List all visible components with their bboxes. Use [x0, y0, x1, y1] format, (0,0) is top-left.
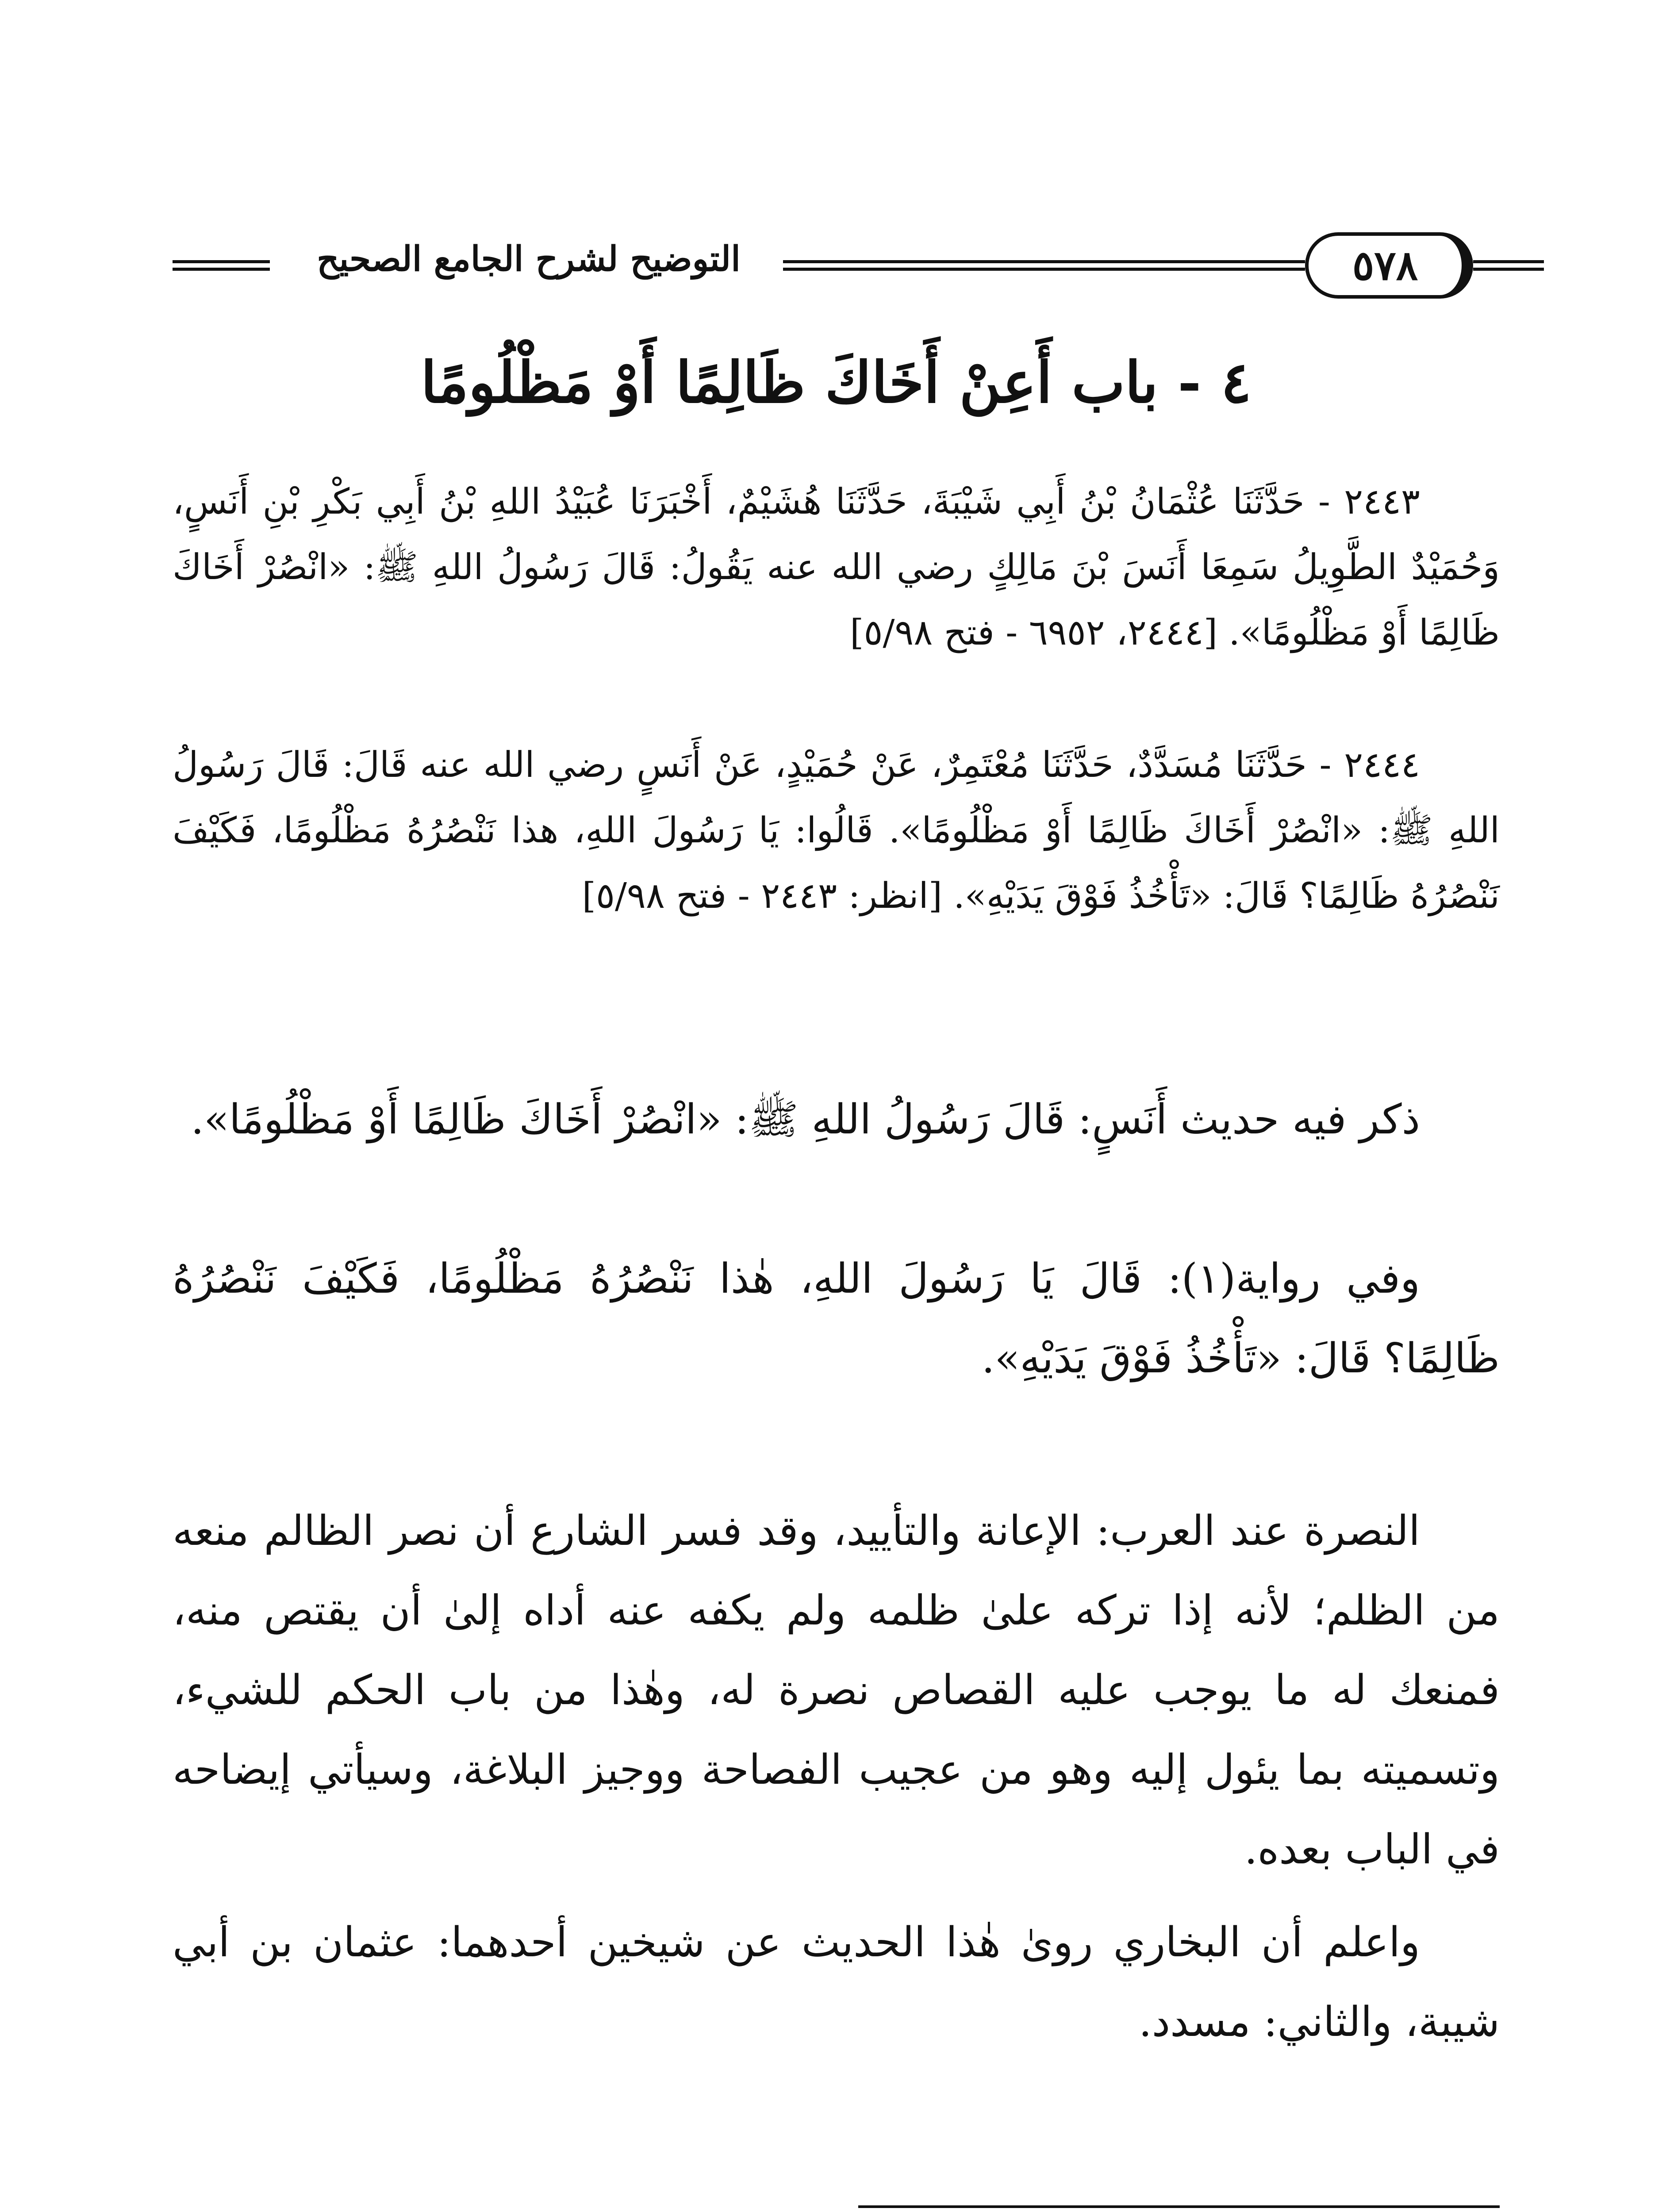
page-number: ٥٧٨	[1305, 232, 1473, 299]
running-title: التوضيح لشرح الجامع الصحيح	[317, 239, 741, 279]
paragraph-text: واعلم أن البخاري روىٰ هٰذا الحديث عن شيخين أحدهما: عثمان بن أبي شيبة، والثاني: مسدد.	[173, 1918, 1500, 2046]
page-header	[173, 221, 1500, 310]
header-rule-middle	[783, 260, 1305, 271]
chapter-title: ٤ - باب أَعِنْ أَخَاكَ ظَالِمًا أَوْ مَظْلُومًا	[421, 349, 1252, 416]
paragraph-text: النصرة عند العرب: الإعانة والتأييد، وقد فسر الشارع أن نصر الظالم منعه من الظلم؛ لأنه إذا تركه علىٰ ظلمه ولم يكفه عنه أداه إلىٰ أن يقتص منه، فمنعك له ما يوجب عليه القصاص نصرة له، وهٰذا من باب الحكم للشيء، وتسميته بما يئول إليه وهو من عجيب الفصاحة ووجيز البلاغة، وسيأتي إيضاحه في الباب بعده.	[173, 1507, 1500, 1873]
header-rule-right	[1473, 260, 1544, 271]
header-rule-left	[173, 260, 270, 271]
commentary-paragraph-3	[173, 1491, 1500, 1889]
hadith-2443	[173, 469, 1500, 665]
footnote-divider	[858, 2205, 1500, 2208]
hadith-2444	[173, 732, 1500, 929]
hadith-text: ٢٤٤٤ - حَدَّثَنَا مُسَدَّدٌ، حَدَّثَنَا مُعْتَمِرٌ، عَنْ حُمَيْدٍ، عَنْ أَنَسٍ رضي الله عنه قَالَ: قَالَ رَسُولُ اللهِ ﷺ: «انْصُرْ أَخَاكَ ظَالِمًا أَوْ مَظْلُومًا». قَالُوا: يَا رَسُولَ اللهِ، هذا نَنْصُرُهُ مَظْلُومًا، فَكَيْفَ نَنْصُرُهُ ظَالِمًا؟ قَالَ: «تَأْخُذُ فَوْقَ يَدَيْهِ». [انظر: ٢٤٤٣ - فتح ٥/٩٨]	[173, 744, 1500, 916]
paragraph-text: ذكر فيه حديث أَنَسٍ: قَالَ رَسُولُ اللهِ ﷺ: «انْصُرْ أَخَاكَ ظَالِمًا أَوْ مَظْلُومًا».	[191, 1095, 1420, 1143]
commentary-paragraph-4	[173, 1902, 1500, 2062]
hadith-text: ٢٤٤٣ - حَدَّثَنَا عُثْمَانُ بْنُ أَبِي شَيْبَةَ، حَدَّثَنَا هُشَيْمٌ، أَخْبَرَنَا عُبَيْدُ اللهِ بْنُ أَبِي بَكْرِ بْنِ أَنَسٍ، وَحُمَيْدٌ الطَّوِيلُ سَمِعَا أَنَسَ بْنَ مَالِكٍ رضي الله عنه يَقُولُ: قَالَ رَسُولُ اللهِ ﷺ: «انْصُرْ أَخَاكَ ظَالِمًا أَوْ مَظْلُومًا». [٢٤٤٤، ٦٩٥٢ - فتح ٥/٩٨]	[173, 481, 1500, 653]
commentary-paragraph-2	[173, 1239, 1500, 1398]
commentary-paragraph-1	[173, 1079, 1500, 1159]
paragraph-text: وفي رواية(١): قَالَ يَا رَسُولَ اللهِ، هٰذا نَنْصُرُهُ مَظْلُومًا، فَكَيْفَ نَنْصُرُهُ ظَالِمًا؟ قَالَ: «تَأْخُذُ فَوْقَ يَدَيْهِ».	[173, 1255, 1500, 1382]
